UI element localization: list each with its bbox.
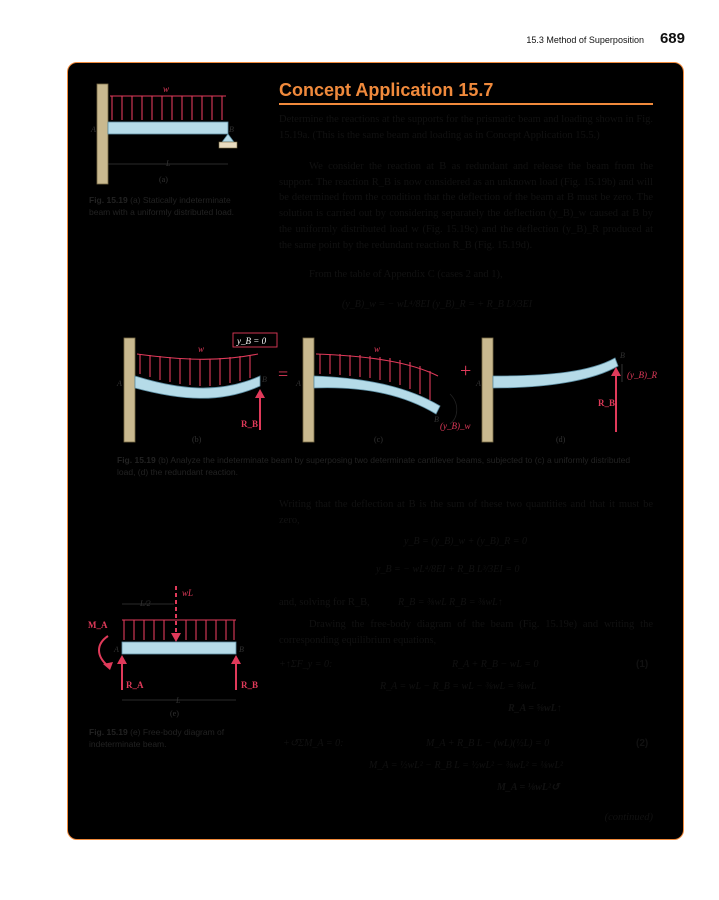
point-label-b-d: B [620, 351, 625, 360]
figure-main-caption [117, 454, 647, 479]
equation-ma-vector: M_A = ⅛wL²↺ [497, 782, 560, 793]
moment-label-ma: M_A [88, 620, 108, 630]
paragraph-3: From the table of Appendix C (cases 2 and 1), [309, 269, 503, 280]
equation-ma-solve: M_A = ½wL² − R_B L = ½wL² − ⅜wL² = ⅛wL² [369, 760, 564, 771]
point-label-a: A [91, 125, 96, 134]
equation-sum: y_B = (y_B)_w + (y_B)_R = 0 [404, 536, 527, 547]
support-base [219, 142, 237, 148]
figure-main-caption-label: Fig. 15.19 [117, 455, 156, 465]
resultant-load-label: wL [182, 588, 194, 598]
wall-d [482, 338, 493, 442]
figure-e [86, 584, 266, 720]
equation-ma-label: +↺ΣM_A = 0: [283, 738, 344, 749]
equals-sign: = [278, 364, 289, 384]
point-label-a-e: A [114, 645, 119, 654]
equation-fy-label: +↑ΣF_y = 0: [279, 659, 333, 670]
section-title: 15.3 Method of Superposition [526, 35, 644, 45]
figure-main-caption-text: (b) Analyze the indeterminate beam by superposing two determinate cantilever beams, subjected to (c) a uniformly distributed load, (d) the redundant reaction. [117, 455, 631, 478]
wall-c [303, 338, 314, 442]
equation-ma: M_A + R_B L − (wL)(½L) = 0 [426, 738, 550, 749]
equation-rb: R_B = ⅜wL R_B = ⅜wL↑ [398, 597, 503, 608]
beam-c [314, 376, 440, 414]
point-label-b: B [229, 125, 234, 134]
figure-a-caption-text: (a) Statically indeterminate beam with a uniformly distributed load. [89, 195, 235, 218]
half-span-label: L/2 [140, 599, 151, 608]
load-label-w: w [163, 84, 170, 94]
point-label-a-c: A [296, 379, 301, 388]
subfigure-label-e: (e) [170, 709, 179, 718]
equation-ra: R_A = wL − R_B = wL − ⅜wL = ⅝wL [380, 681, 537, 692]
subfigure-label-b: (b) [192, 435, 202, 444]
point-label-b-b: B [262, 375, 267, 384]
figure-a-caption [89, 194, 246, 219]
reaction-label-rb-d: R_B [598, 398, 616, 408]
moment-arrow [99, 636, 108, 666]
equation-deflections: (y_B)_w = − wL⁴/8EI (y_B)_R = + R_B L³/3EI [342, 299, 533, 310]
load-label-w-c: w [374, 344, 381, 354]
resultant-load-arrowhead [171, 633, 181, 642]
wall-b [124, 338, 135, 442]
plus-sign: + [460, 360, 472, 382]
figure-e-caption-label: Fig. 15.19 [89, 727, 128, 737]
paragraph-6: Drawing the free-body diagram of the beam (Fig. 15.19e) and writing the corresponding equilibrium equations, [279, 619, 653, 646]
subfigure-label-c: (c) [374, 435, 383, 444]
subfigure-label-d: (d) [556, 435, 566, 444]
equation-number-2: (2) [636, 738, 649, 749]
load-label-w-b: w [198, 344, 205, 354]
figure-e-caption-text: (e) Free-body diagram of indeterminate beam. [89, 727, 225, 750]
wall [97, 84, 108, 184]
paragraph-4: Writing that the deflection at B is the sum of these two quantities and that it must be zero, [279, 499, 653, 526]
point-label-a-d: A [476, 379, 481, 388]
continued-label: (continued) [604, 812, 653, 823]
reaction-arrowhead-ra [117, 655, 127, 664]
paragraph-2: We consider the reaction at B as redundant and release the beam from the support. The reaction R_B is now considered as an unknown load (Fig. 15.19b) and will be determined from the condition that the deflection of the beam at B must be zero. The solution is carried out by considering separately the deflection (y_B)_w caused at B by the uniformly distributed load w (Fig. 15.19c) and the deflection (y_B)_R produced at the same point by the redundant reaction R_B (Fig. 15.19d). [279, 161, 653, 251]
span-label-e: L [176, 696, 181, 705]
paragraph-5: and, solving for R_B, [279, 597, 370, 608]
equation-substituted: y_B = − wL⁴/8EI + R_B L³/3EI = 0 [376, 564, 520, 575]
beam-e [122, 642, 236, 654]
figure-a-caption-label: Fig. 15.19 [89, 195, 128, 205]
figure-bcd [110, 332, 670, 450]
dimension-label-l: L [166, 159, 171, 168]
deflection-arrow-c [450, 394, 457, 424]
point-label-b-e: B [239, 645, 244, 654]
figure-e-caption [89, 726, 254, 751]
deflection-label-ybr: (y_B)_R [627, 370, 657, 380]
concept-title: Concept Application 15.7 [279, 80, 494, 100]
beam [108, 122, 228, 134]
equation-fy: R_A + R_B − wL = 0 [452, 659, 539, 670]
subfigure-label-a: (a) [159, 175, 168, 184]
equation-ra-vector: R_A = ⅝wL↑ [508, 703, 562, 714]
beam-d [493, 358, 618, 388]
pin-support [222, 134, 234, 142]
running-header [526, 30, 685, 47]
point-label-b-c: B [434, 415, 439, 424]
reaction-label-rb: R_B [241, 419, 259, 429]
reaction-arrowhead-rb-e [231, 655, 241, 664]
reaction-label-ra: R_A [126, 680, 144, 690]
yb-zero-label: y_B = 0 [237, 336, 267, 346]
beam-b [135, 376, 260, 398]
paragraph-1: Determine the reactions at the supports for the prismatic beam and loading shown in Fig. 15.19a. (This is the same beam and loading as in Concept Application 15.5.) [279, 114, 653, 141]
title-rule [279, 103, 653, 105]
figure-a [90, 78, 270, 190]
equation-number-1: (1) [636, 659, 649, 670]
reaction-arrowhead-rb [255, 389, 265, 398]
reaction-label-rb-e: R_B [241, 680, 259, 690]
page-number: 689 [659, 30, 685, 47]
point-label-a-b: A [117, 379, 122, 388]
deflection-label-ybw: (y_B)_w [440, 421, 471, 431]
